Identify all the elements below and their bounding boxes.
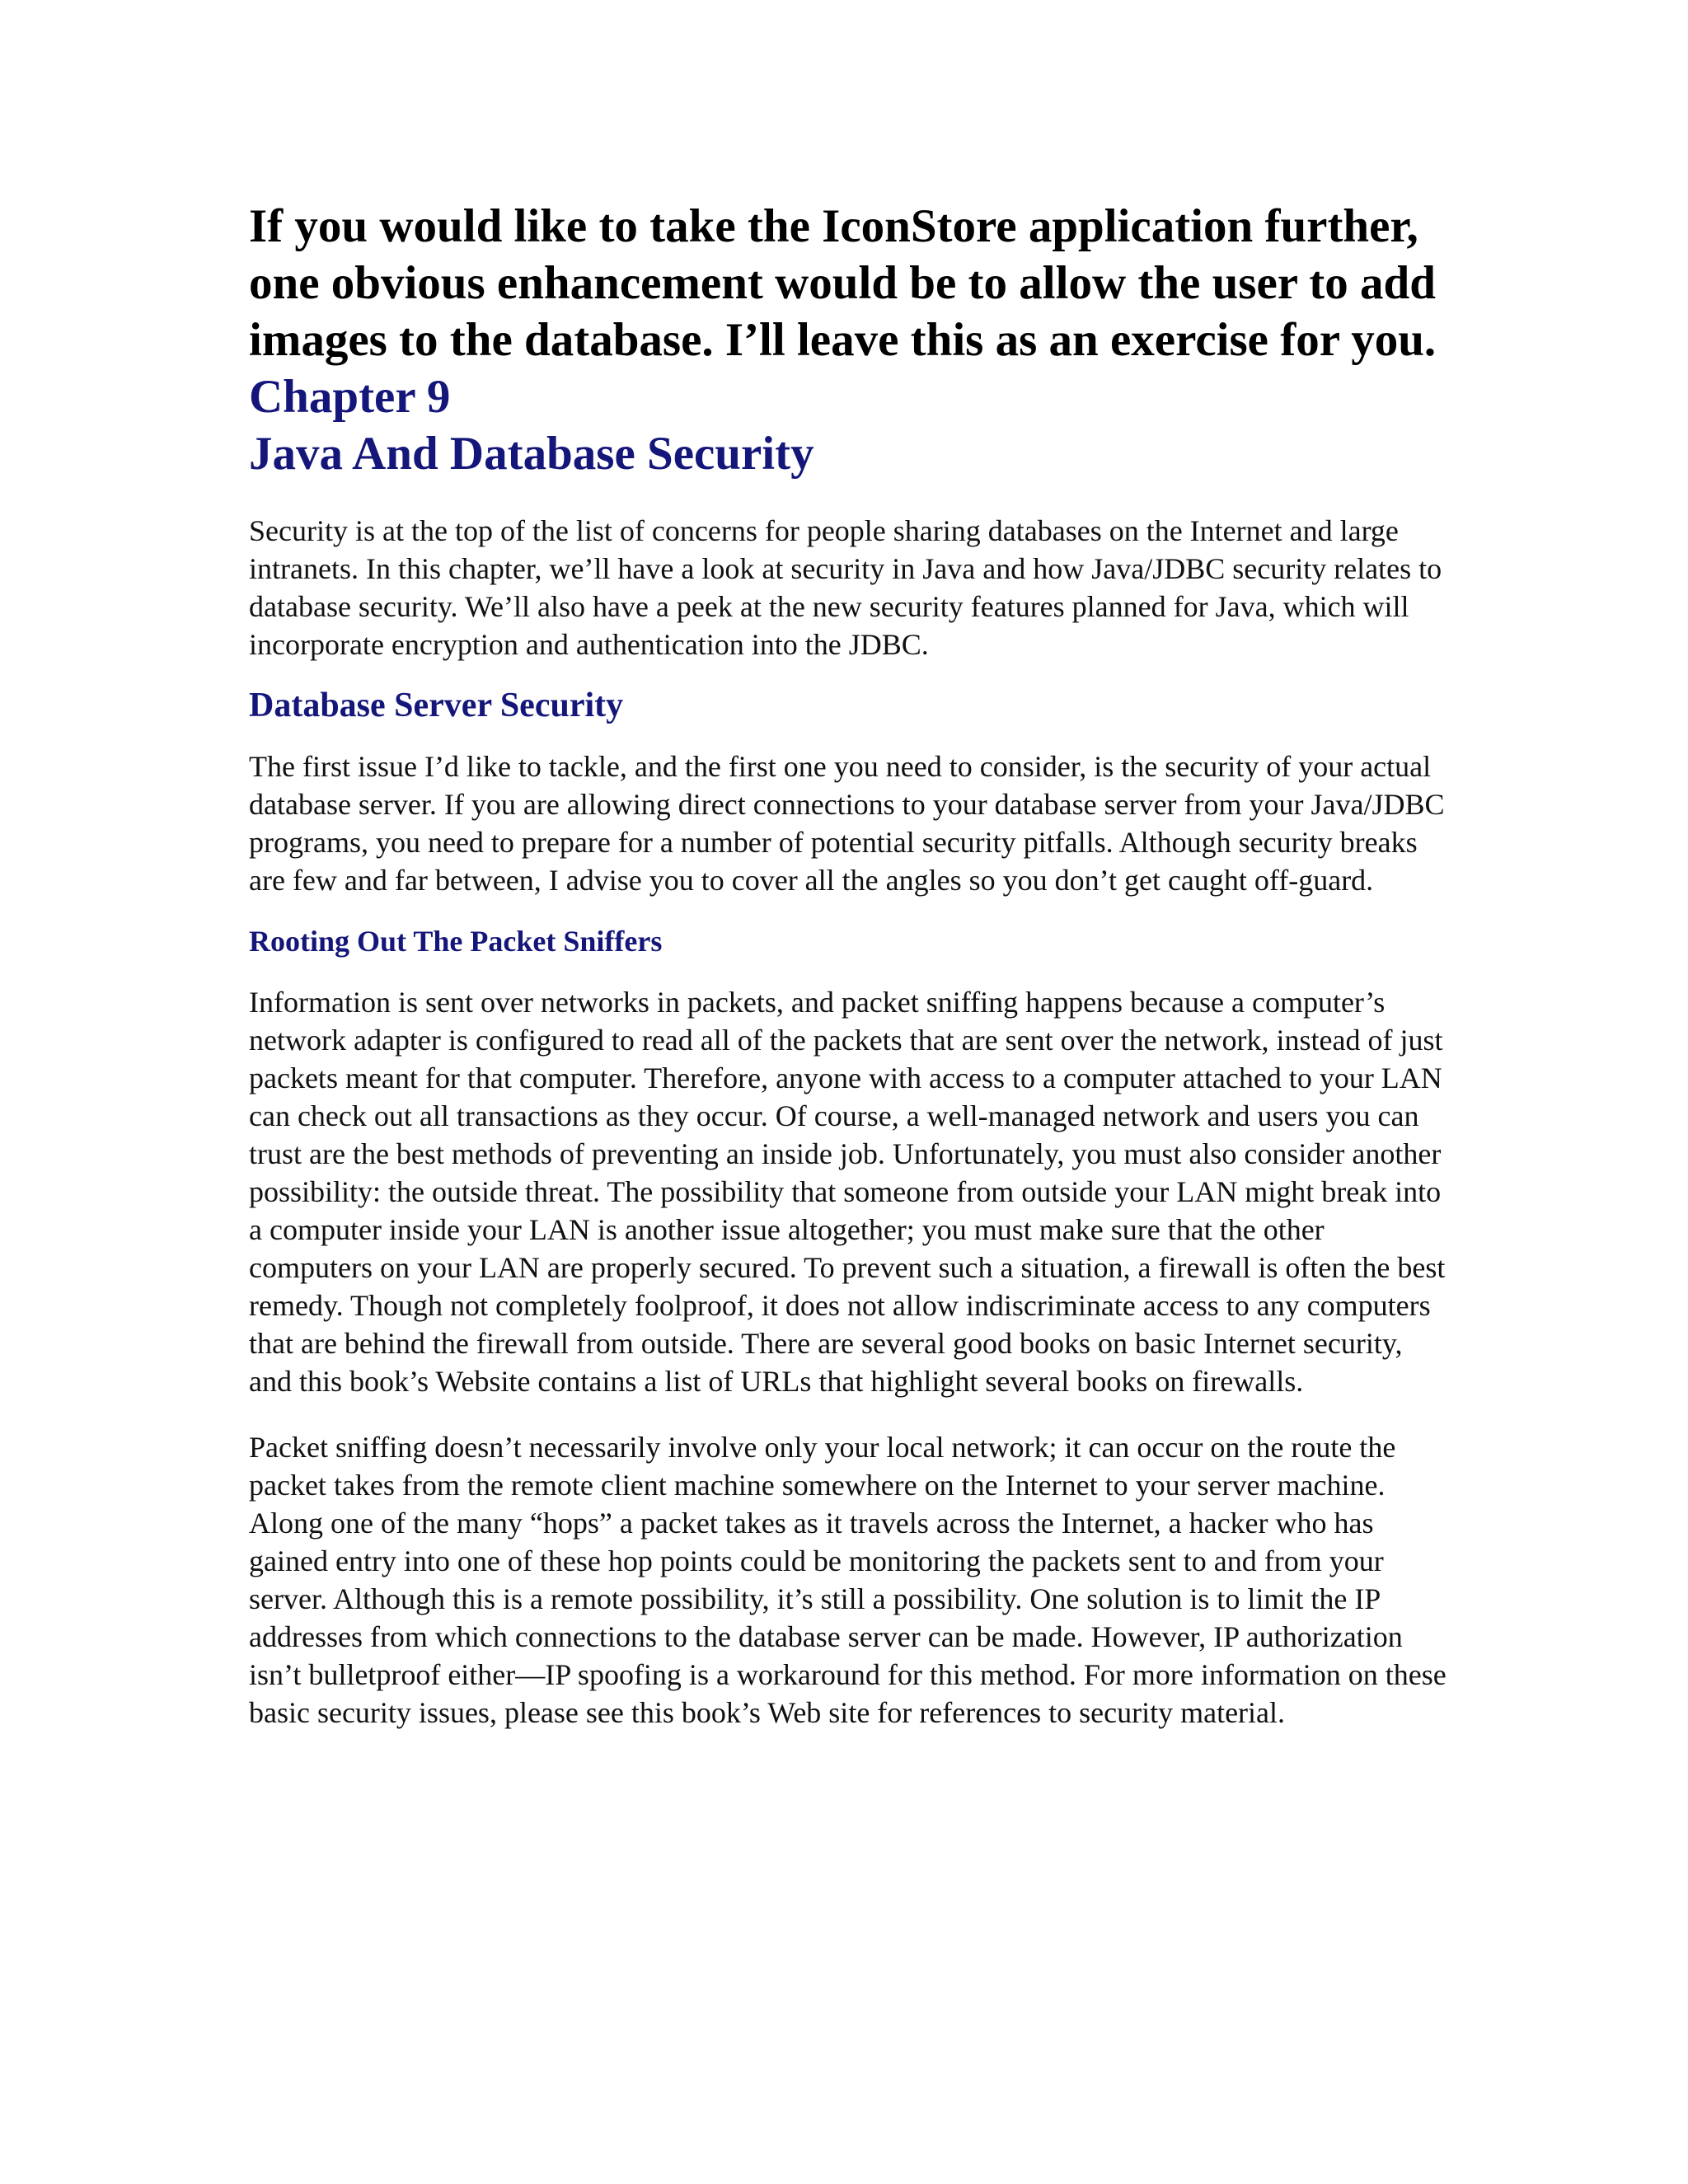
- subsection-heading-packet-sniffers: Rooting Out The Packet Sniffers: [249, 925, 663, 958]
- subsection-paragraph-1: Information is sent over networks in packets, and packet sniffing happens because a computer’s network adapter is configured to read all of the packets that are sent over the network, instead of just packets meant for that computer. Therefore, anyone with access to a computer attached to your LAN can check out all transactions as they occur. Of course, a well-managed network and users you can trust are the best methods of preventing an inside job. Unfortunately, you must also consider another possibility: the outside threat. The possibility that someone from outside your LAN might break into a computer inside your LAN is another issue altogether; you must make sure that the other computers on your LAN are properly secured. To prevent such a situation, a firewall is often the best remedy. Though not completely foolproof, it does not allow indiscriminate access to any computers that are behind the firewall from outside. There are several good books on basic Internet security, and this book’s Website contains a list of URLs that highlight several books on firewalls.: [249, 986, 1446, 1398]
- chapter-number: Chapter 9: [249, 371, 451, 423]
- lead-heading-text: If you would like to take the IconStore application further, one obvious enhancement would be to allow the user to add images to the database. I’ll leave this as an exercise for you.: [249, 200, 1437, 366]
- page-content: [249, 198, 1452, 1732]
- section-paragraph: The first issue I’d like to tackle, and the first one you need to consider, is the security of your actual database server. If you are allowing direct connections to your database server from your Java/JDBC programs, you need to prepare for a number of potential security pitfalls. Although security breaks are few and far between, I advise you to cover all the angles so you don’t get caught off-guard.: [249, 750, 1445, 897]
- intro-paragraph: Security is at the top of the list of concerns for people sharing databases on the Internet and large intranets. In this chapter, we’ll have a look at security in Java and how Java/JDBC security relates to database security. We’ll also have a peek at the new security features planned for Java, which will incorporate encryption and authentication into the JDBC.: [249, 514, 1442, 661]
- chapter-title: Java And Database Security: [249, 428, 814, 480]
- subsection-paragraph-2: Packet sniffing doesn’t necessarily involve only your local network; it can occur on the route the packet takes from the remote client machine somewhere on the Internet to your server machine. Along one of the many “hops” a packet takes as it travels across the Internet, a hacker who has gained entry into one of these hop points could be monitoring the packets sent to and from your server. Although this is a remote possibility, it’s still a possibility. One solution is to limit the IP addresses from which connections to the database server can be made. However, IP authorization isn’t bulletproof either—IP spoofing is a workaround for this method. For more information on these basic security issues, please see this book’s Web site for references to security material.: [249, 1431, 1447, 1729]
- section-heading-database-server-security: Database Server Security: [249, 687, 624, 724]
- lead-heading: [249, 198, 1452, 482]
